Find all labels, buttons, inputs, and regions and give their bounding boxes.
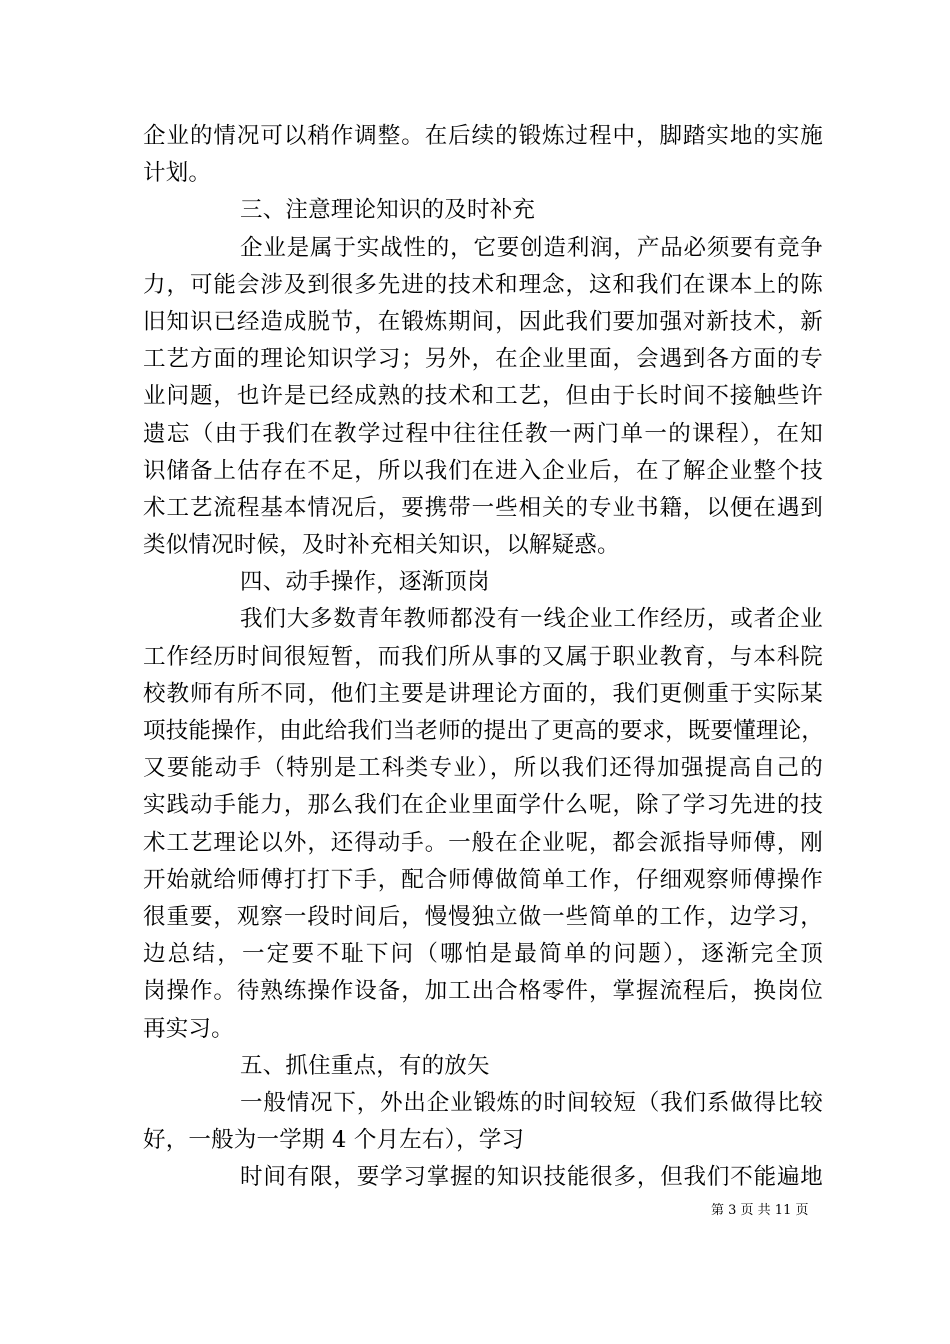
text-line: 再实习。 [143,1015,234,1042]
text-line: 很重要，观察一段时间后，慢慢独立做一些简单的工作，边学习， [143,903,823,930]
text-line: 四、动手操作，逐渐顶岗 [240,569,490,596]
text-line: 又要能动手（特别是工科类专业），所以我们还得加强提高自己的 [143,755,823,782]
text-line: 计划。 [143,160,212,187]
text-line: 我们大多数青年教师都没有一线企业工作经历，或者企业 [240,606,823,633]
text-line: 边总结，一定要不耻下问（哪怕是最简单的问题），逐渐完全顶 [143,941,823,968]
document-body [143,118,823,1196]
text-line: 工艺方面的理论知识学习；另外，在企业里面，会遇到各方面的专 [143,346,823,373]
text-line: 工作经历时间很短暂，而我们所从事的又属于职业教育，与本科院 [143,643,823,670]
text-line: 岗操作。待熟练操作设备，加工出合格零件，掌握流程后，换岗位 [143,978,823,1005]
text-line: 力，可能会涉及到很多先进的技术和理念，这和我们在课本上的陈 [143,271,823,298]
text-line: 校教师有所不同，他们主要是讲理论方面的，我们更侧重于实际某 [143,680,823,707]
text-line: 旧知识已经造成脱节，在锻炼期间，因此我们要加强对新技术，新 [143,308,823,335]
text-line: 术工艺流程基本情况后，要携带一些相关的专业书籍，以便在遇到 [143,494,823,521]
text-line: 识储备上估存在不足，所以我们在进入企业后，在了解企业整个技 [143,457,823,484]
text-line: 好，一般为一学期 4 个月左右），学习 [143,1127,525,1154]
text-line: 实践动手能力，那么我们在企业里面学什么呢，除了学习先进的技 [143,792,823,819]
page-number-footer: 第 3 页 共 11 页 [711,1203,809,1218]
text-line: 五、抓住重点，有的放矢 [240,1052,490,1079]
text-line: 术工艺理论以外，还得动手。一般在企业呢，都会派指导师傅，刚 [143,829,823,856]
text-line: 企业的情况可以稍作调整。在后续的锻炼过程中，脚踏实地的实施 [143,123,823,149]
text-line: 开始就给师傅打打下手，配合师傅做简单工作，仔细观察师傅操作 [143,866,823,893]
text-line: 类似情况时候，及时补充相关知识，以解疑惑。 [143,532,620,559]
text-line: 时间有限，要学习掌握的知识技能很多，但我们不能遍地 [240,1164,823,1191]
text-line: 三、注意理论知识的及时补充 [240,197,536,224]
text-line: 业问题，也许是已经成熟的技术和工艺，但由于长时间不接触些许 [143,383,823,410]
text-line: 项技能操作，由此给我们当老师的提出了更高的要求，既要懂理论， [143,718,825,744]
text-line: 一般情况下，外出企业锻炼的时间较短（我们系做得比较 [240,1089,823,1116]
text-line: 企业是属于实战性的，它要创造利润，产品必须要有竞争 [240,234,823,261]
text-line: 遗忘（由于我们在教学过程中往往任教一两门单一的课程），在知 [143,420,823,447]
